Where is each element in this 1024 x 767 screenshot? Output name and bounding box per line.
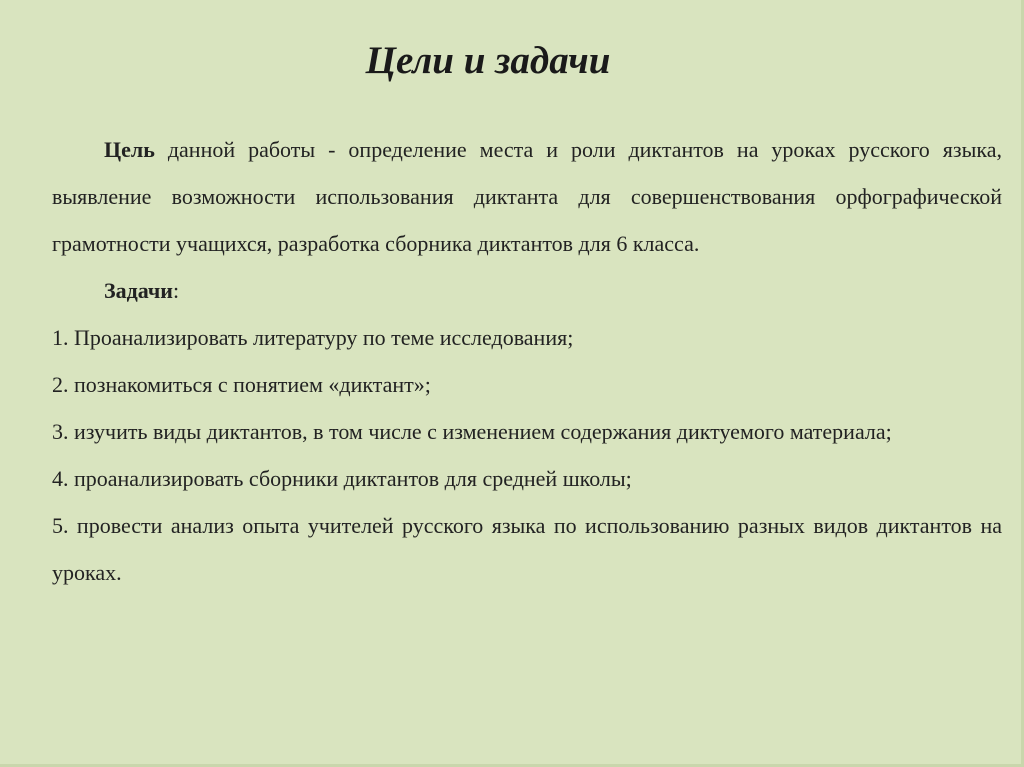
goal-paragraph [52, 126, 1002, 267]
slide-title: Цели и задачи [365, 39, 611, 82]
tasks-heading [52, 267, 1002, 314]
task-item-3: 3. изучить виды диктантов, в том числе с изменением содержания диктуемого материала; [52, 419, 892, 444]
task-item-2: 2. познакомиться с понятием «диктант»; [52, 372, 431, 397]
goal-label: Цель [104, 137, 155, 162]
task-item-1: 1. Проанализировать литературу по теме исследования; [52, 325, 574, 350]
task-item-4: 4. проанализировать сборники диктантов для средней школы; [52, 466, 632, 491]
tasks-label: Задачи [104, 278, 173, 303]
task-item-5: 5. провести анализ опыта учителей русского языка по использованию разных видов диктантов на уроках. [52, 513, 1002, 585]
slide-body [52, 126, 1002, 596]
goal-text: данной работы - определение места и роли диктантов на уроках русского языка, выявление возможности использования диктанта для совершенствования орфографической грамотности учащихся, разработка сборника диктантов для 6 класса. [52, 137, 1002, 256]
tasks-heading-suffix: : [172, 278, 180, 303]
